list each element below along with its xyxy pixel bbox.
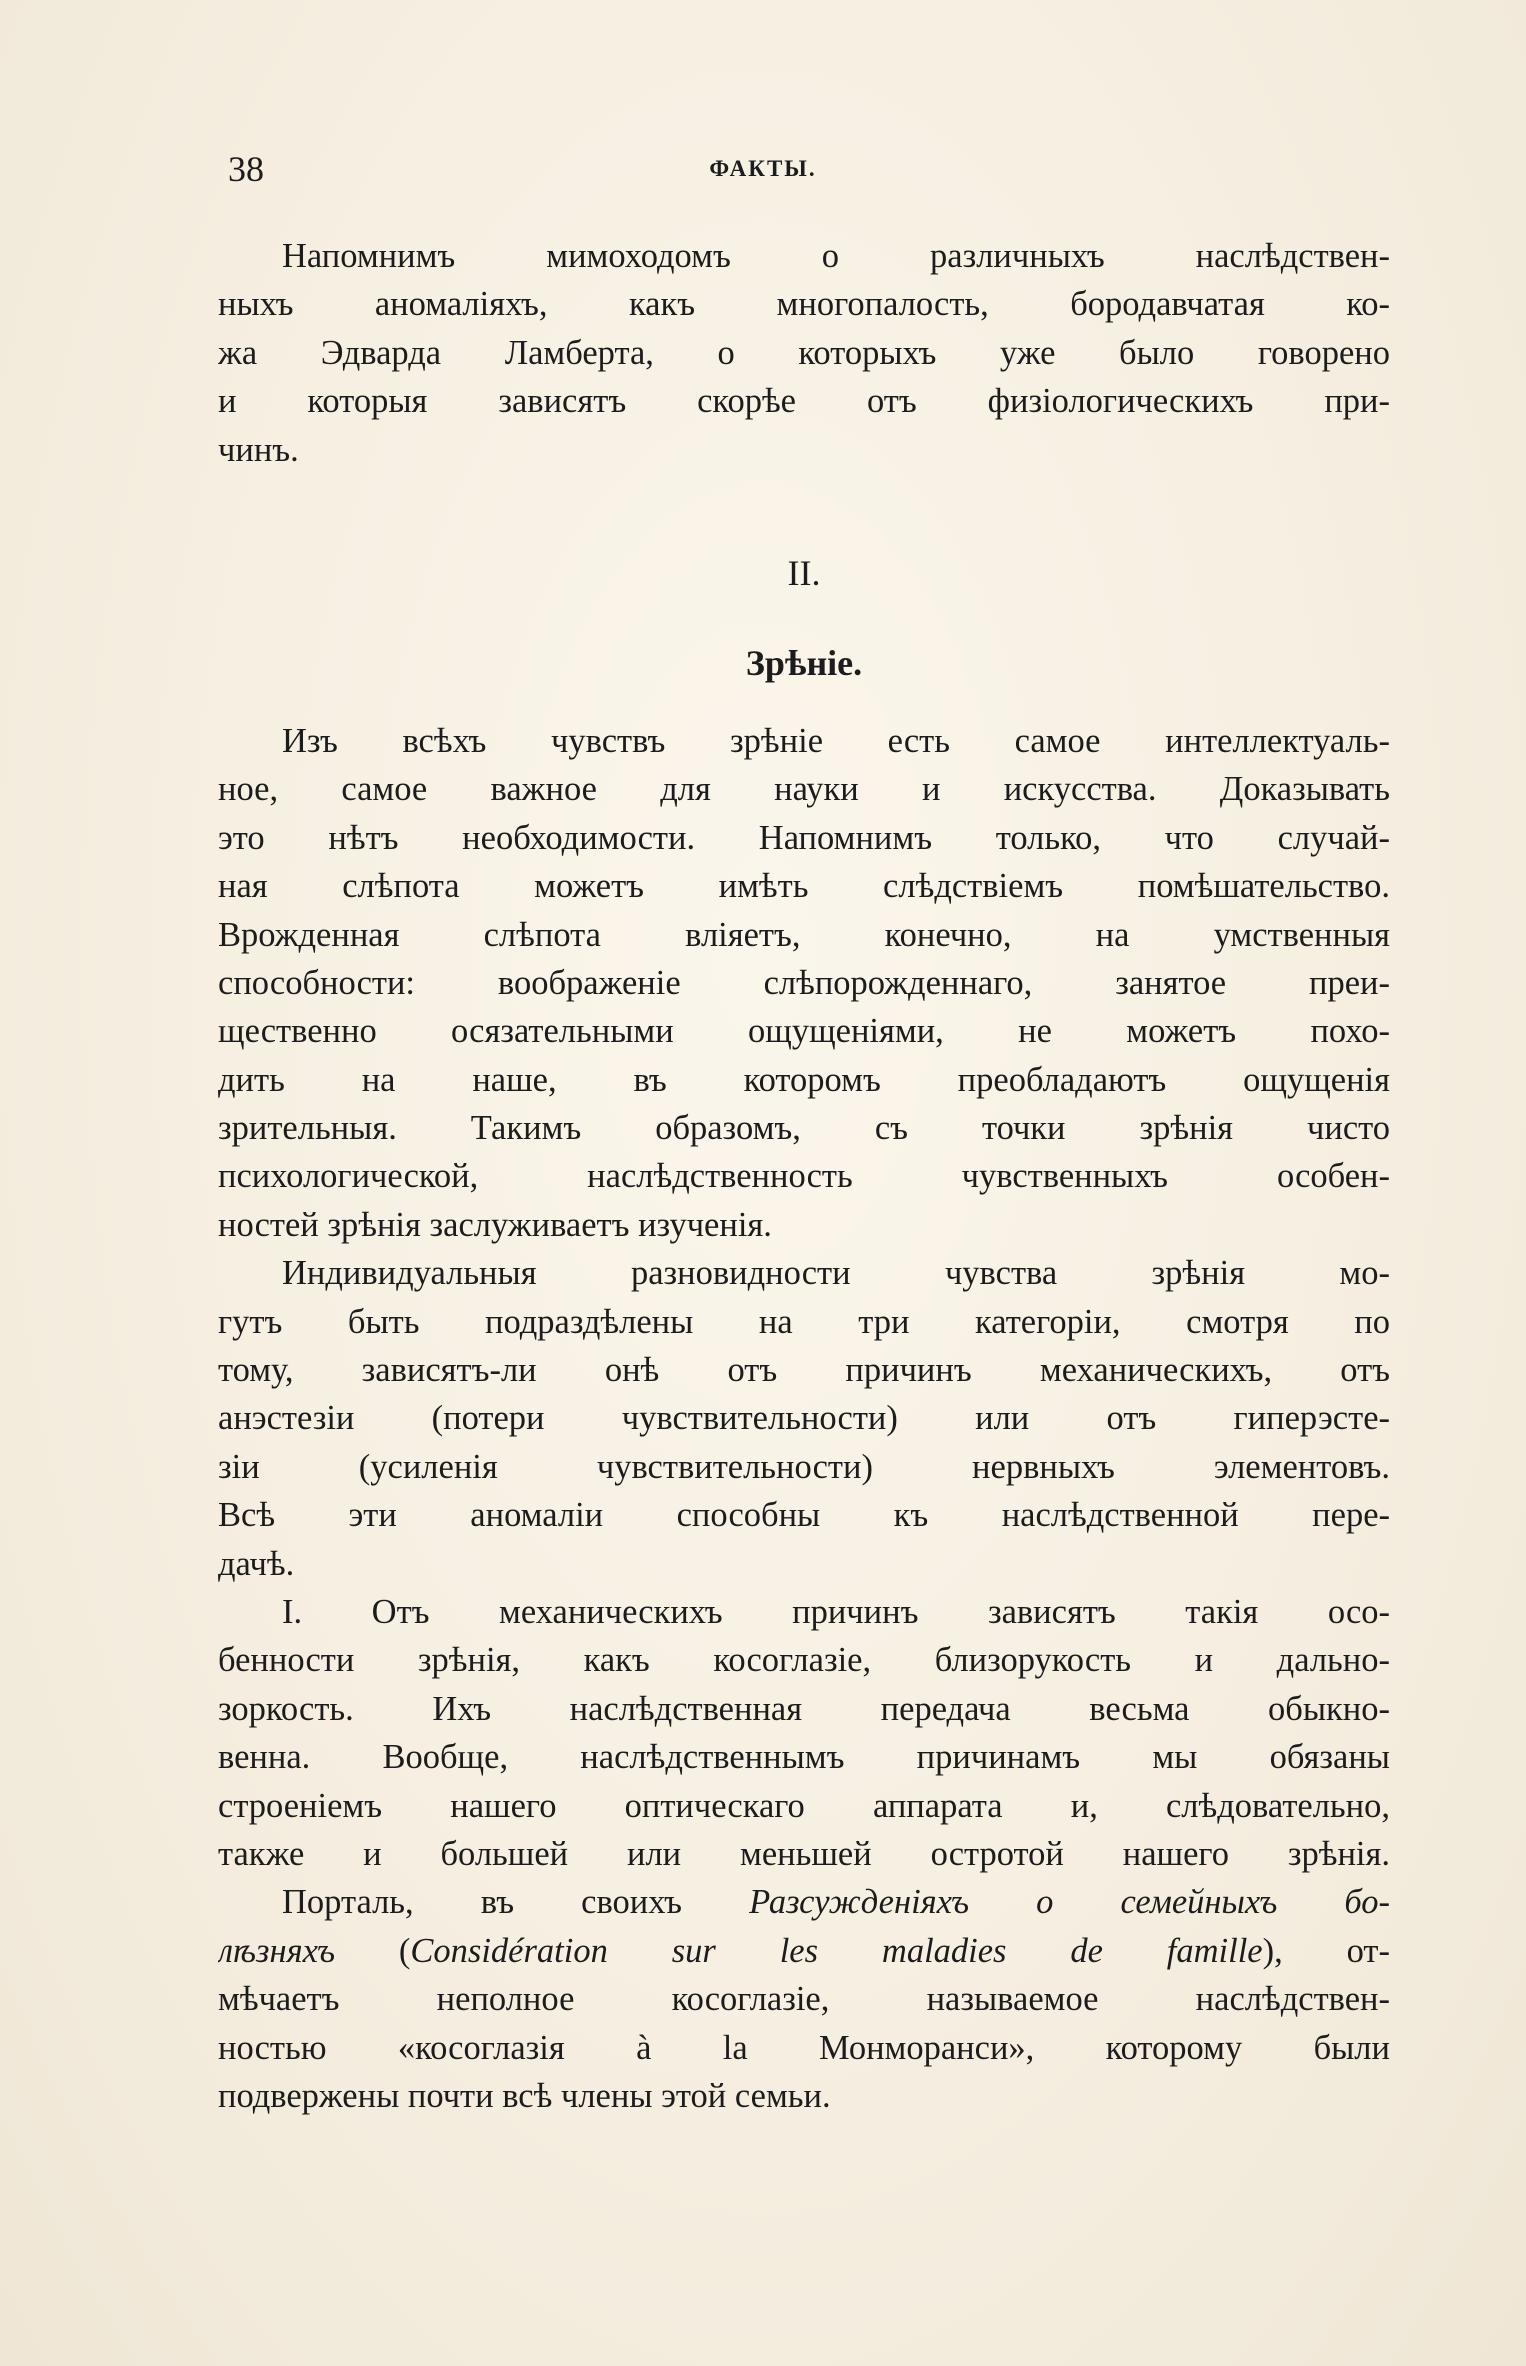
text-line: Изъ всѣхъ чувствъ зрѣніе есть самое интеллектуаль- <box>282 721 1390 760</box>
text-line: I. Отъ механическихъ причинъ зависятъ такія осо- <box>282 1592 1390 1631</box>
text-line: Напомнимъ мимоходомъ о различныхъ наслѣдствен- <box>282 237 1390 275</box>
text-line: Врожденная слѣпота вліяетъ, конечно, на умственныя <box>218 915 1390 954</box>
text-line: зрительныя. Такимъ образомъ, съ точки зрѣнія чисто <box>218 1109 1390 1148</box>
text-line <box>218 1878 1390 1926</box>
section-number: II. <box>787 552 821 593</box>
text-line: мѣчаетъ неполное косоглазіе, называемое наслѣдствен- <box>218 1980 1390 2019</box>
text-line: чинъ. <box>218 430 299 469</box>
text-line: зіи (усиленія чувствительности) нервныхъ элементовъ. <box>218 1447 1390 1486</box>
paragraph <box>218 1249 1390 1588</box>
page-number: 38 <box>228 149 264 189</box>
text-line: ное, самое важное для науки и искусства. Доказывать <box>218 770 1390 809</box>
text-line: способности: воображеніе слѣпорожденнаго, занятое преи- <box>218 963 1390 1002</box>
text-line: тому, зависятъ-ли онѣ отъ причинъ механическихъ, отъ <box>218 1351 1390 1390</box>
text-line: также и большей или меньшей остротой нашего зрѣнія. <box>218 1834 1390 1873</box>
text-line: ностей зрѣнія заслуживаетъ изученія. <box>218 1205 772 1244</box>
paragraph <box>218 1588 1390 1878</box>
text-line: ностью «косоглазія à la Монморанси», которому были <box>218 2028 1390 2067</box>
text-line: гутъ быть подраздѣлены на три категоріи, смотря по <box>218 1302 1390 1341</box>
section-title: Зрѣніе. <box>745 642 863 683</box>
paragraph <box>218 1878 1390 2120</box>
text-span: Порталь, въ своихъ <box>282 1883 750 1922</box>
running-head: ФАКТЫ. <box>709 156 817 181</box>
book-title-ru: Разсужденіяхъ о семейныхъ бо- <box>749 1883 1390 1922</box>
text-column <box>218 232 1390 2120</box>
text-line: ная слѣпота можетъ имѣть слѣдствіемъ помѣшательство. <box>218 867 1390 906</box>
text-line: дачѣ. <box>218 1544 295 1583</box>
text-line: щественно осязательными ощущеніями, не можетъ похо- <box>218 1012 1390 1051</box>
text-line: бенности зрѣнія, какъ косоглазіе, близорукость и дально- <box>218 1641 1390 1680</box>
text-line: строеніемъ нашего оптическаго аппарата и, слѣдовательно, <box>218 1786 1390 1825</box>
book-title-fr: Considération sur les maladies de famille <box>410 1931 1263 1970</box>
text-line: жа Эдварда Ламберта, о которыхъ уже было говорено <box>218 333 1390 372</box>
text-line: это нѣтъ необходимости. Напомнимъ только, что случай- <box>218 818 1390 857</box>
text-line: анэстезіи (потери чувствительности) или отъ гиперэсте- <box>218 1399 1390 1438</box>
text-line <box>218 1927 1390 1975</box>
text-line: зоркость. Ихъ наслѣдственная передача весьма обыкно- <box>218 1689 1390 1728</box>
text-line: психологической, наслѣдственность чувственныхъ особен- <box>218 1157 1390 1196</box>
paragraph <box>218 717 1390 1249</box>
text-line: ныхъ аномаліяхъ, какъ многопалость, бородавчатая ко- <box>218 285 1390 324</box>
text-span: ( <box>335 1931 411 1970</box>
book-title-ru-cont: лѣзняхъ <box>218 1931 336 1970</box>
text-span: ), от- <box>1262 1931 1390 1970</box>
text-line: подвержены почти всѣ члены этой семьи. <box>218 2076 831 2115</box>
text-line: венна. Вообще, наслѣдственнымъ причинамъ мы обязаны <box>218 1738 1390 1777</box>
text-line: дить на наше, въ которомъ преобладаютъ ощущенія <box>218 1060 1390 1099</box>
text-line: и которыя зависятъ скорѣе отъ физіологическихъ при- <box>218 382 1390 421</box>
text-line: Индивидуальныя разновидности чувства зрѣнія мо- <box>282 1254 1390 1293</box>
intro-paragraph <box>218 232 1390 474</box>
text-line: Всѣ эти аномаліи способны къ наслѣдственной пере- <box>218 1496 1390 1535</box>
